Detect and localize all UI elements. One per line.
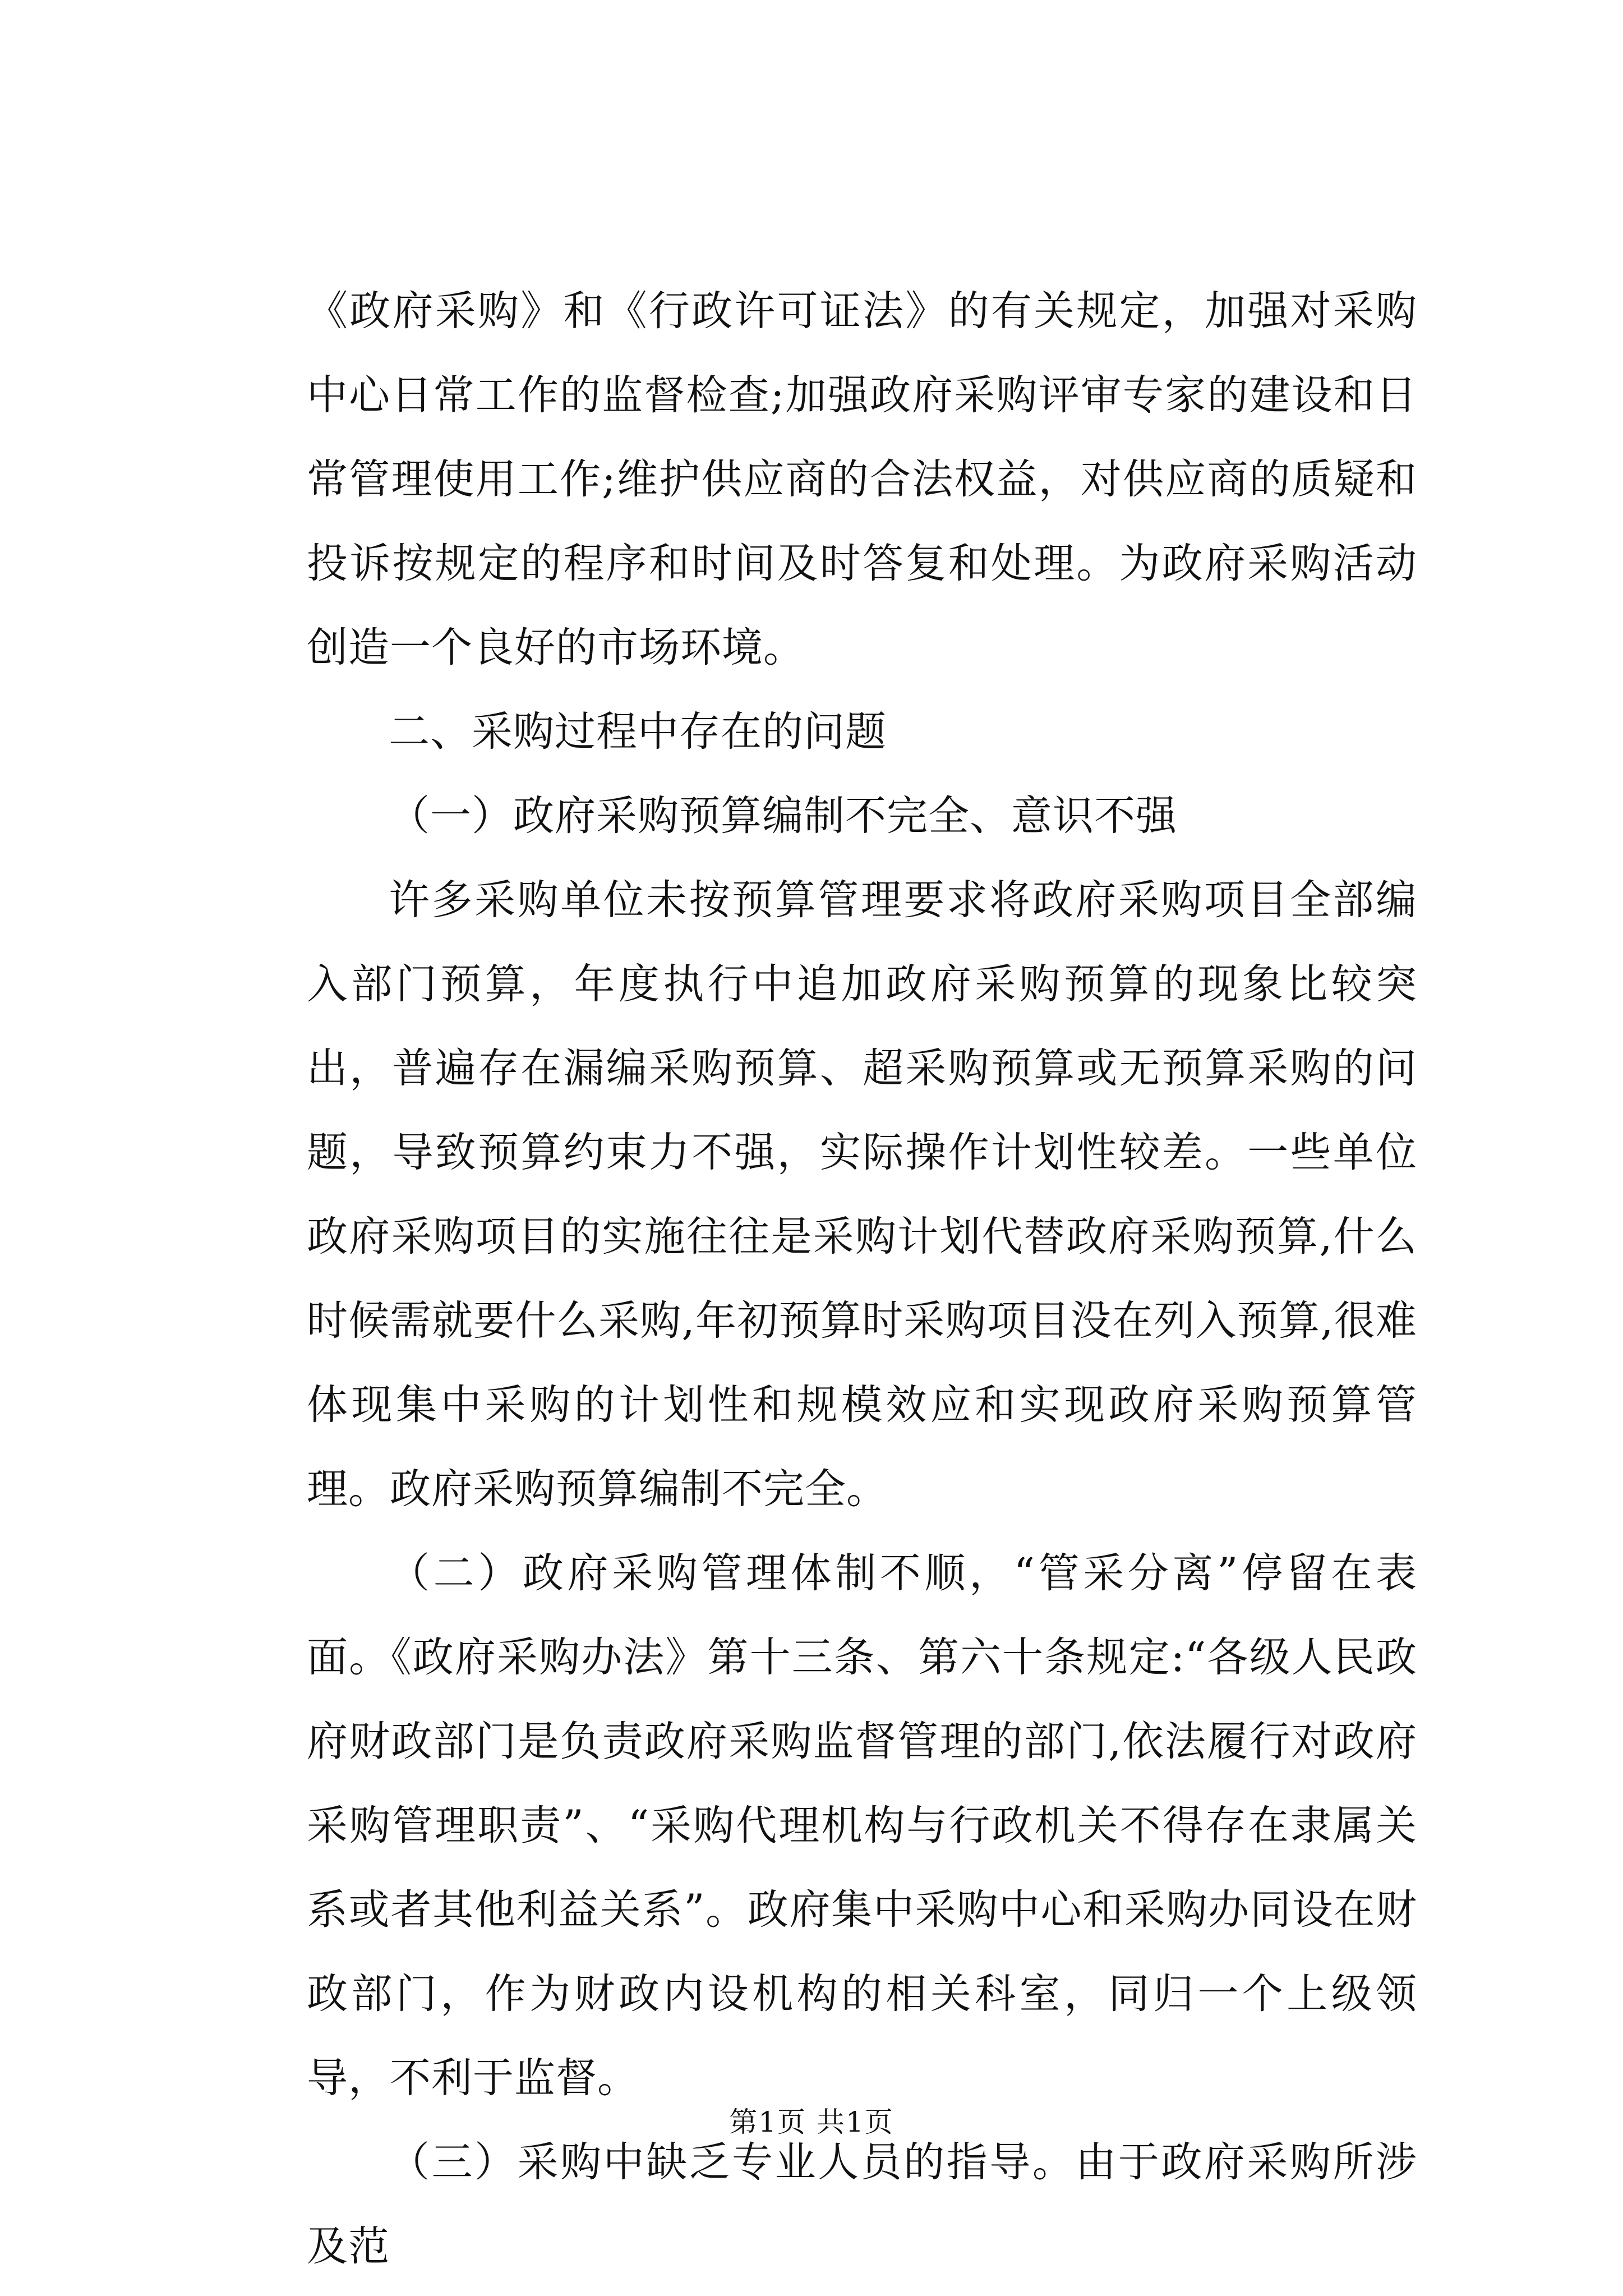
section-heading: 二、采购过程中存在的问题 [389, 708, 887, 756]
paragraph-continued: 《政府采购》和《行政许可证法》的有关规定，加强对采购中心日常工作的监督检查;加强政府采购评审专家的建设和日常管理使用工作;维护供应商的合法权益，对供应商的质疑和投诉按规定的程序和时间及时答复和处理。为政府采购活动创造一个良好的市场环境。 [307, 287, 1417, 671]
paragraph-budget: 许多采购单位未按预算管理要求将政府采购项目全部编入部门预算，年度执行中追加政府采购预算的现象比较突出，普遍存在漏编采购预算、超采购预算或无预算采购的问题，导致预算约束力不强，实际操作计划性较差。一些单位政府采购项目的实施往往是采购计划代替政府采购预算,什么时候需就要什么采购,年初预算时采购项目没在列入预算,很难体现集中采购的计划性和规模效应和实现政府采购预算管理。政府采购预算编制不完全。 [307, 876, 1417, 1513]
document-body [307, 269, 1417, 2289]
paragraph-management: （二）政府采购管理体制不顺，“管采分离”停留在表面。《政府采购办法》第十三条、第六十条规定:“各级人民政府财政部门是负责政府采购监督管理的部门,依法履行对政府采购管理职责”、“采购代理机构与行政机关不得存在隶属关系或者其他利益关系”。政府集中采购中心和采购办同设在财政部门，作为财政内设机构的相关科室，同归一个上级领导，不利于监督。 [307, 1549, 1417, 2102]
subsection-heading-1: （一）政府采购预算编制不完全、意识不强 [389, 792, 1177, 840]
page-footer: 第1页 共1页 [729, 2106, 894, 2138]
paragraph-expertise: （三）采购中缺乏专业人员的指导。由于政府采购所涉及范 [307, 2138, 1417, 2270]
